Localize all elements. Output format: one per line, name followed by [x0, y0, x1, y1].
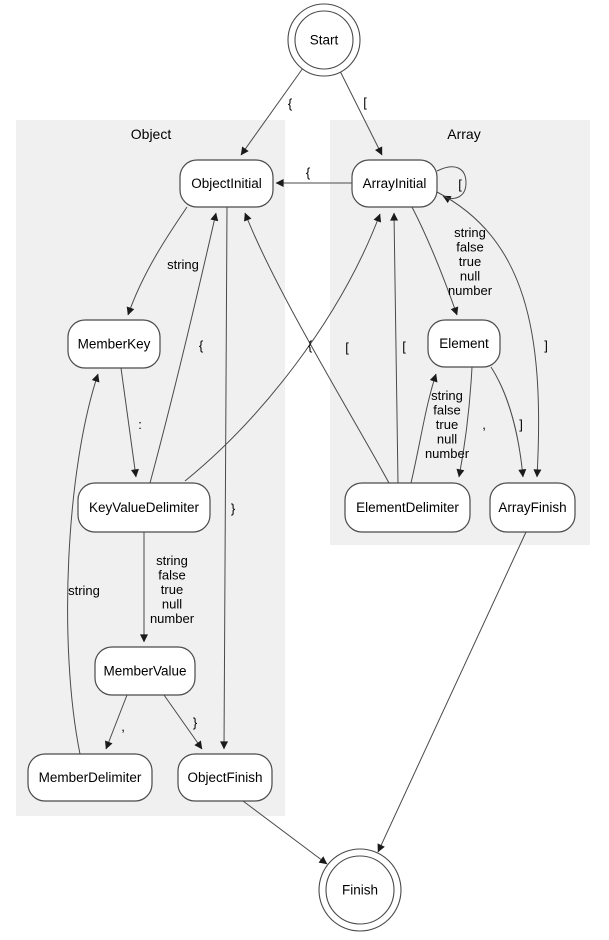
node-label-member-key: MemberKey	[77, 336, 151, 352]
edge-label-array-initial-to-element: string false true null number	[447, 225, 493, 298]
node-label-object-initial: ObjectInitial	[191, 176, 262, 191]
edge-label-array-initial-to-array-finish: ]	[544, 338, 548, 353]
edge-label-element-to-element-delimiter: ,	[482, 417, 486, 432]
node-label-finish: Finish	[341, 882, 379, 898]
node-member-value	[95, 647, 195, 695]
edge-label-element-delimiter-to-object-initial: {	[307, 338, 313, 353]
node-label-key-value-delimiter: KeyValueDelimiter	[88, 500, 200, 515]
edge-label-array-initial-to-object-initial: {	[305, 165, 311, 180]
region-object	[16, 120, 285, 816]
node-label-array-finish: ArrayFinish	[498, 500, 567, 515]
edge-array-finish-to-finish	[378, 532, 526, 852]
node-object-initial	[180, 160, 273, 207]
node-key-value-delimiter	[78, 483, 210, 532]
edge-label-element-delimiter-to-element: string false true null number	[424, 388, 470, 461]
edge-label-object-initial-to-object-finish: }	[230, 501, 236, 516]
node-label-object-finish: ObjectFinish	[187, 770, 263, 785]
edge-label-member-value-to-object-finish: }	[192, 715, 198, 730]
node-finish	[319, 849, 401, 931]
edge-label-member-value-to-member-delimiter: ,	[121, 719, 125, 734]
edge-label-element-to-array-finish: ]	[519, 417, 523, 432]
edge-label-member-delimiter-to-member-key: string	[68, 583, 100, 598]
node-start	[288, 4, 360, 76]
edge-label-key-value-delimiter-to-object-initial: {	[198, 338, 204, 353]
node-member-key	[68, 320, 160, 368]
node-array-initial	[352, 160, 437, 207]
edge-label-start-to-object-initial: {	[287, 96, 293, 111]
edge-label-array-initial-to-array-initial: [	[458, 177, 462, 192]
region-label-array: Array	[447, 126, 481, 142]
node-element	[428, 320, 500, 367]
node-label-start: Start	[309, 32, 339, 48]
node-label-array-initial: ArrayInitial	[362, 176, 427, 191]
node-label-member-delimiter: MemberDelimiter	[38, 770, 142, 785]
edge-label-key-value-delimiter-to-member-value: string false true null number	[149, 553, 195, 626]
node-label-element-delimiter: ElementDelimiter	[356, 500, 459, 515]
node-member-delimiter	[28, 754, 152, 801]
node-object-finish	[178, 754, 272, 801]
node-element-delimiter	[345, 483, 470, 532]
edge-label-member-key-to-key-value-delimiter: :	[138, 417, 142, 432]
edge-label-object-initial-to-member-key: string	[167, 257, 199, 272]
edge-label-element-delimiter-to-array-initial: [	[402, 339, 406, 354]
edge-label-start-to-array-initial: [	[363, 95, 367, 110]
region-label-object: Object	[130, 126, 172, 142]
node-label-element: Element	[439, 336, 489, 351]
edge-label-key-value-delimiter-to-array-initial: [	[345, 340, 349, 355]
node-label-member-value: MemberValue	[103, 663, 187, 679]
node-array-finish	[490, 483, 575, 532]
